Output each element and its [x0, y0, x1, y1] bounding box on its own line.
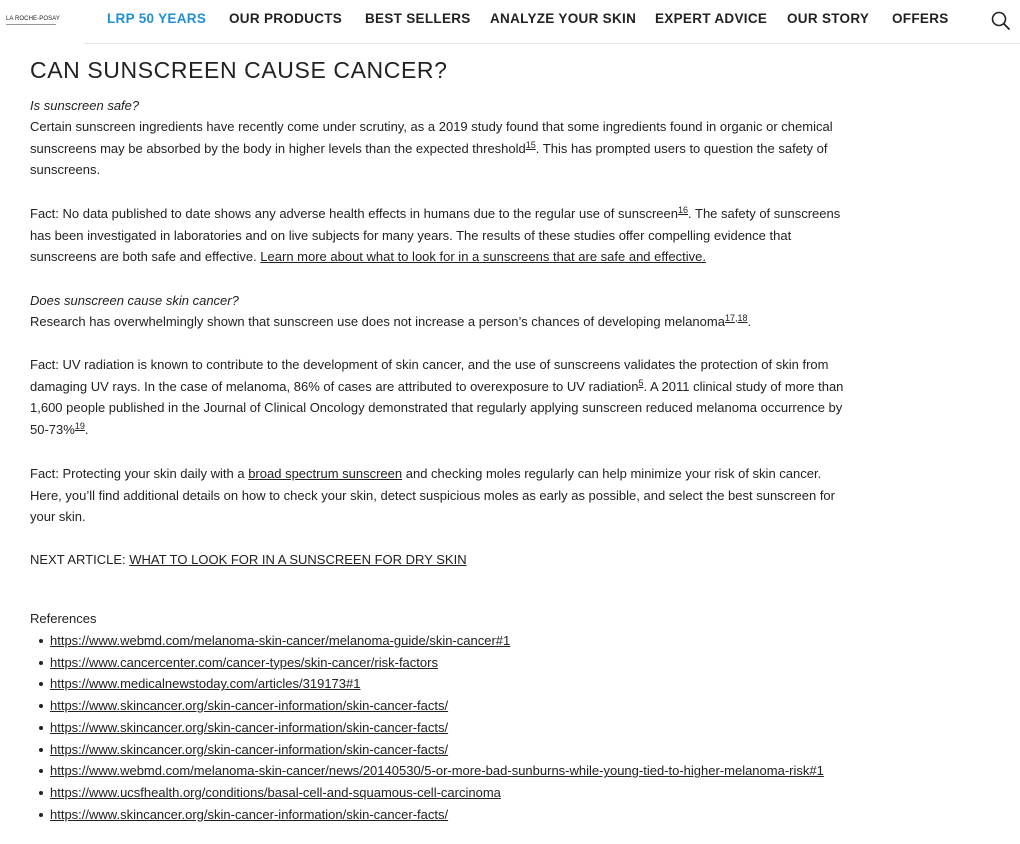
reference-link[interactable]: https://www.medicalnewstoday.com/articles/319173#1: [50, 676, 361, 692]
references-list: [50, 630, 830, 825]
paragraph-text: Research has overwhelmingly shown that sunscreen use does not increase a person’s chances of developing melanoma: [30, 314, 725, 329]
footnote-separator: ,: [734, 313, 738, 323]
reference-link[interactable]: https://www.webmd.com/melanoma-skin-cancer/news/20140530/5-or-more-bad-sunburns-while-young-tied-to-higher-melanoma-risk#1: [50, 763, 824, 779]
question-is-sunscreen-safe: Is sunscreen safe?: [30, 98, 140, 113]
paragraph-text: Fact: No data published to date shows any adverse health effects in humans due to the regular use of sunscreen: [30, 206, 678, 221]
list-item: [50, 804, 830, 826]
paragraph-text: Certain sunscreen ingredients have recently come under scrutiny, as a 2019 study found that some ingredients found in organic or chemical sunscreens may be absorbed by the body in higher levels than the expected threshold: [30, 119, 833, 156]
paragraph-text: Fact: Protecting your skin daily with a: [30, 466, 249, 481]
nav-item-our-story[interactable]: OUR STORY: [787, 11, 870, 26]
brand-logo-text: LA ROCHE-POSAY: [6, 16, 60, 22]
broad-spectrum-sunscreen-link[interactable]: broad spectrum sunscreen: [248, 466, 403, 481]
footnote-ref: [678, 205, 688, 215]
reference-link[interactable]: https://www.ucsfhealth.org/conditions/basal-cell-and-squamous-cell-carcinoma: [50, 784, 501, 800]
next-article-label: NEXT ARTICLE:: [30, 552, 130, 567]
paragraph-text: .: [84, 422, 89, 438]
references-title: References: [30, 611, 97, 626]
footnote-link-17[interactable]: 17: [724, 313, 735, 323]
footnote-ref: [526, 140, 536, 150]
nav-item-analyze-your-skin[interactable]: ANALYZE YOUR SKIN: [490, 11, 637, 26]
footnote-link-18[interactable]: 18: [737, 313, 748, 323]
nav-item-offers[interactable]: OFFERS: [892, 11, 949, 26]
paragraph-fact-uv: [30, 354, 845, 441]
question-cause-skin-cancer: Does sunscreen cause skin cancer?: [30, 293, 239, 308]
list-item: [50, 673, 830, 695]
paragraph-fact-safety: [30, 203, 845, 268]
paragraph-scrutiny: [30, 116, 845, 181]
reference-link[interactable]: https://www.skincancer.org/skin-cancer-information/skin-cancer-facts/: [50, 806, 449, 822]
footnote-link-5[interactable]: 5: [638, 377, 644, 388]
reference-link[interactable]: https://www.skincancer.org/skin-cancer-information/skin-cancer-facts/: [50, 741, 449, 757]
nav-item-expert-advice[interactable]: EXPERT ADVICE: [655, 11, 768, 26]
reference-link[interactable]: https://www.skincancer.org/skin-cancer-information/skin-cancer-facts/: [50, 698, 449, 714]
learn-more-safe-sunscreen-link[interactable]: Learn more about what to look for in a sunscreens that are safe and effective.: [260, 249, 706, 265]
paragraph-text: . The safety of sunscreens has been investigated in laboratories and on live subjects for many years. The results of these studies offer compelling evidence that sunscreens are both safe and effective.: [30, 206, 841, 265]
paragraph-text: and checking moles regularly can help minimize your risk of skin cancer. Here, you’ll find additional details on how to check your skin, detect suspicious moles as early as possible, and select the best sunscreen for your skin.: [30, 466, 835, 525]
page-title: CAN SUNSCREEN CAUSE CANCER?: [30, 57, 448, 83]
paragraph-research: [30, 311, 845, 333]
list-item: [50, 652, 830, 674]
reference-link[interactable]: https://www.skincancer.org/skin-cancer-information/skin-cancer-facts/: [50, 719, 449, 735]
footnote-link-19[interactable]: 19: [74, 421, 85, 432]
next-article: [30, 549, 467, 571]
list-item: [50, 717, 830, 739]
list-item: [50, 630, 830, 652]
main-nav: [0, 0, 1020, 40]
footnote-link-16[interactable]: 16: [678, 205, 689, 215]
list-item: [50, 739, 830, 761]
footnote-ref: [725, 313, 748, 323]
list-item: [50, 695, 830, 717]
paragraph-text: . A 2011 clinical study of more than 1,600 people published in the Journal of Clinical Oncology demonstrated that regularly applying sunscreen reduced melanoma occurrence by 50-73%: [30, 378, 844, 438]
list-item: [50, 782, 830, 804]
footnote-link-15[interactable]: 15: [525, 139, 536, 150]
site-header: [0, 0, 1020, 44]
search-button[interactable]: [990, 10, 1012, 32]
footnote-ref: [75, 421, 85, 431]
paragraph-fact-protect: [30, 463, 845, 528]
search-icon: [990, 10, 1012, 32]
paragraph-text: .: [747, 314, 752, 329]
reference-link[interactable]: https://www.cancercenter.com/cancer-types/skin-cancer/risk-factors: [50, 654, 438, 670]
reference-link[interactable]: https://www.webmd.com/melanoma-skin-cancer/melanoma-guide/skin-cancer#1: [50, 633, 511, 648]
header-divider: [84, 43, 1020, 44]
nav-item-lrp-50-years[interactable]: LRP 50 YEARS: [107, 11, 207, 26]
nav-item-best-sellers[interactable]: BEST SELLERS: [365, 11, 471, 26]
list-item: [50, 760, 830, 782]
next-article-link[interactable]: WHAT TO LOOK FOR IN A SUNSCREEN FOR DRY SKIN: [129, 552, 467, 567]
paragraph-text: Fact: UV radiation is known to contribute to the development of skin cancer, and the use of sunscreens validates the protection of skin from damaging UV rays. In the case of melanoma, 86% of cases are attributed to overexposure to UV radiation: [30, 357, 829, 394]
nav-item-our-products[interactable]: OUR PRODUCTS: [229, 11, 343, 26]
paragraph-text: . This has prompted users to question the safety of sunscreens.: [30, 140, 828, 178]
